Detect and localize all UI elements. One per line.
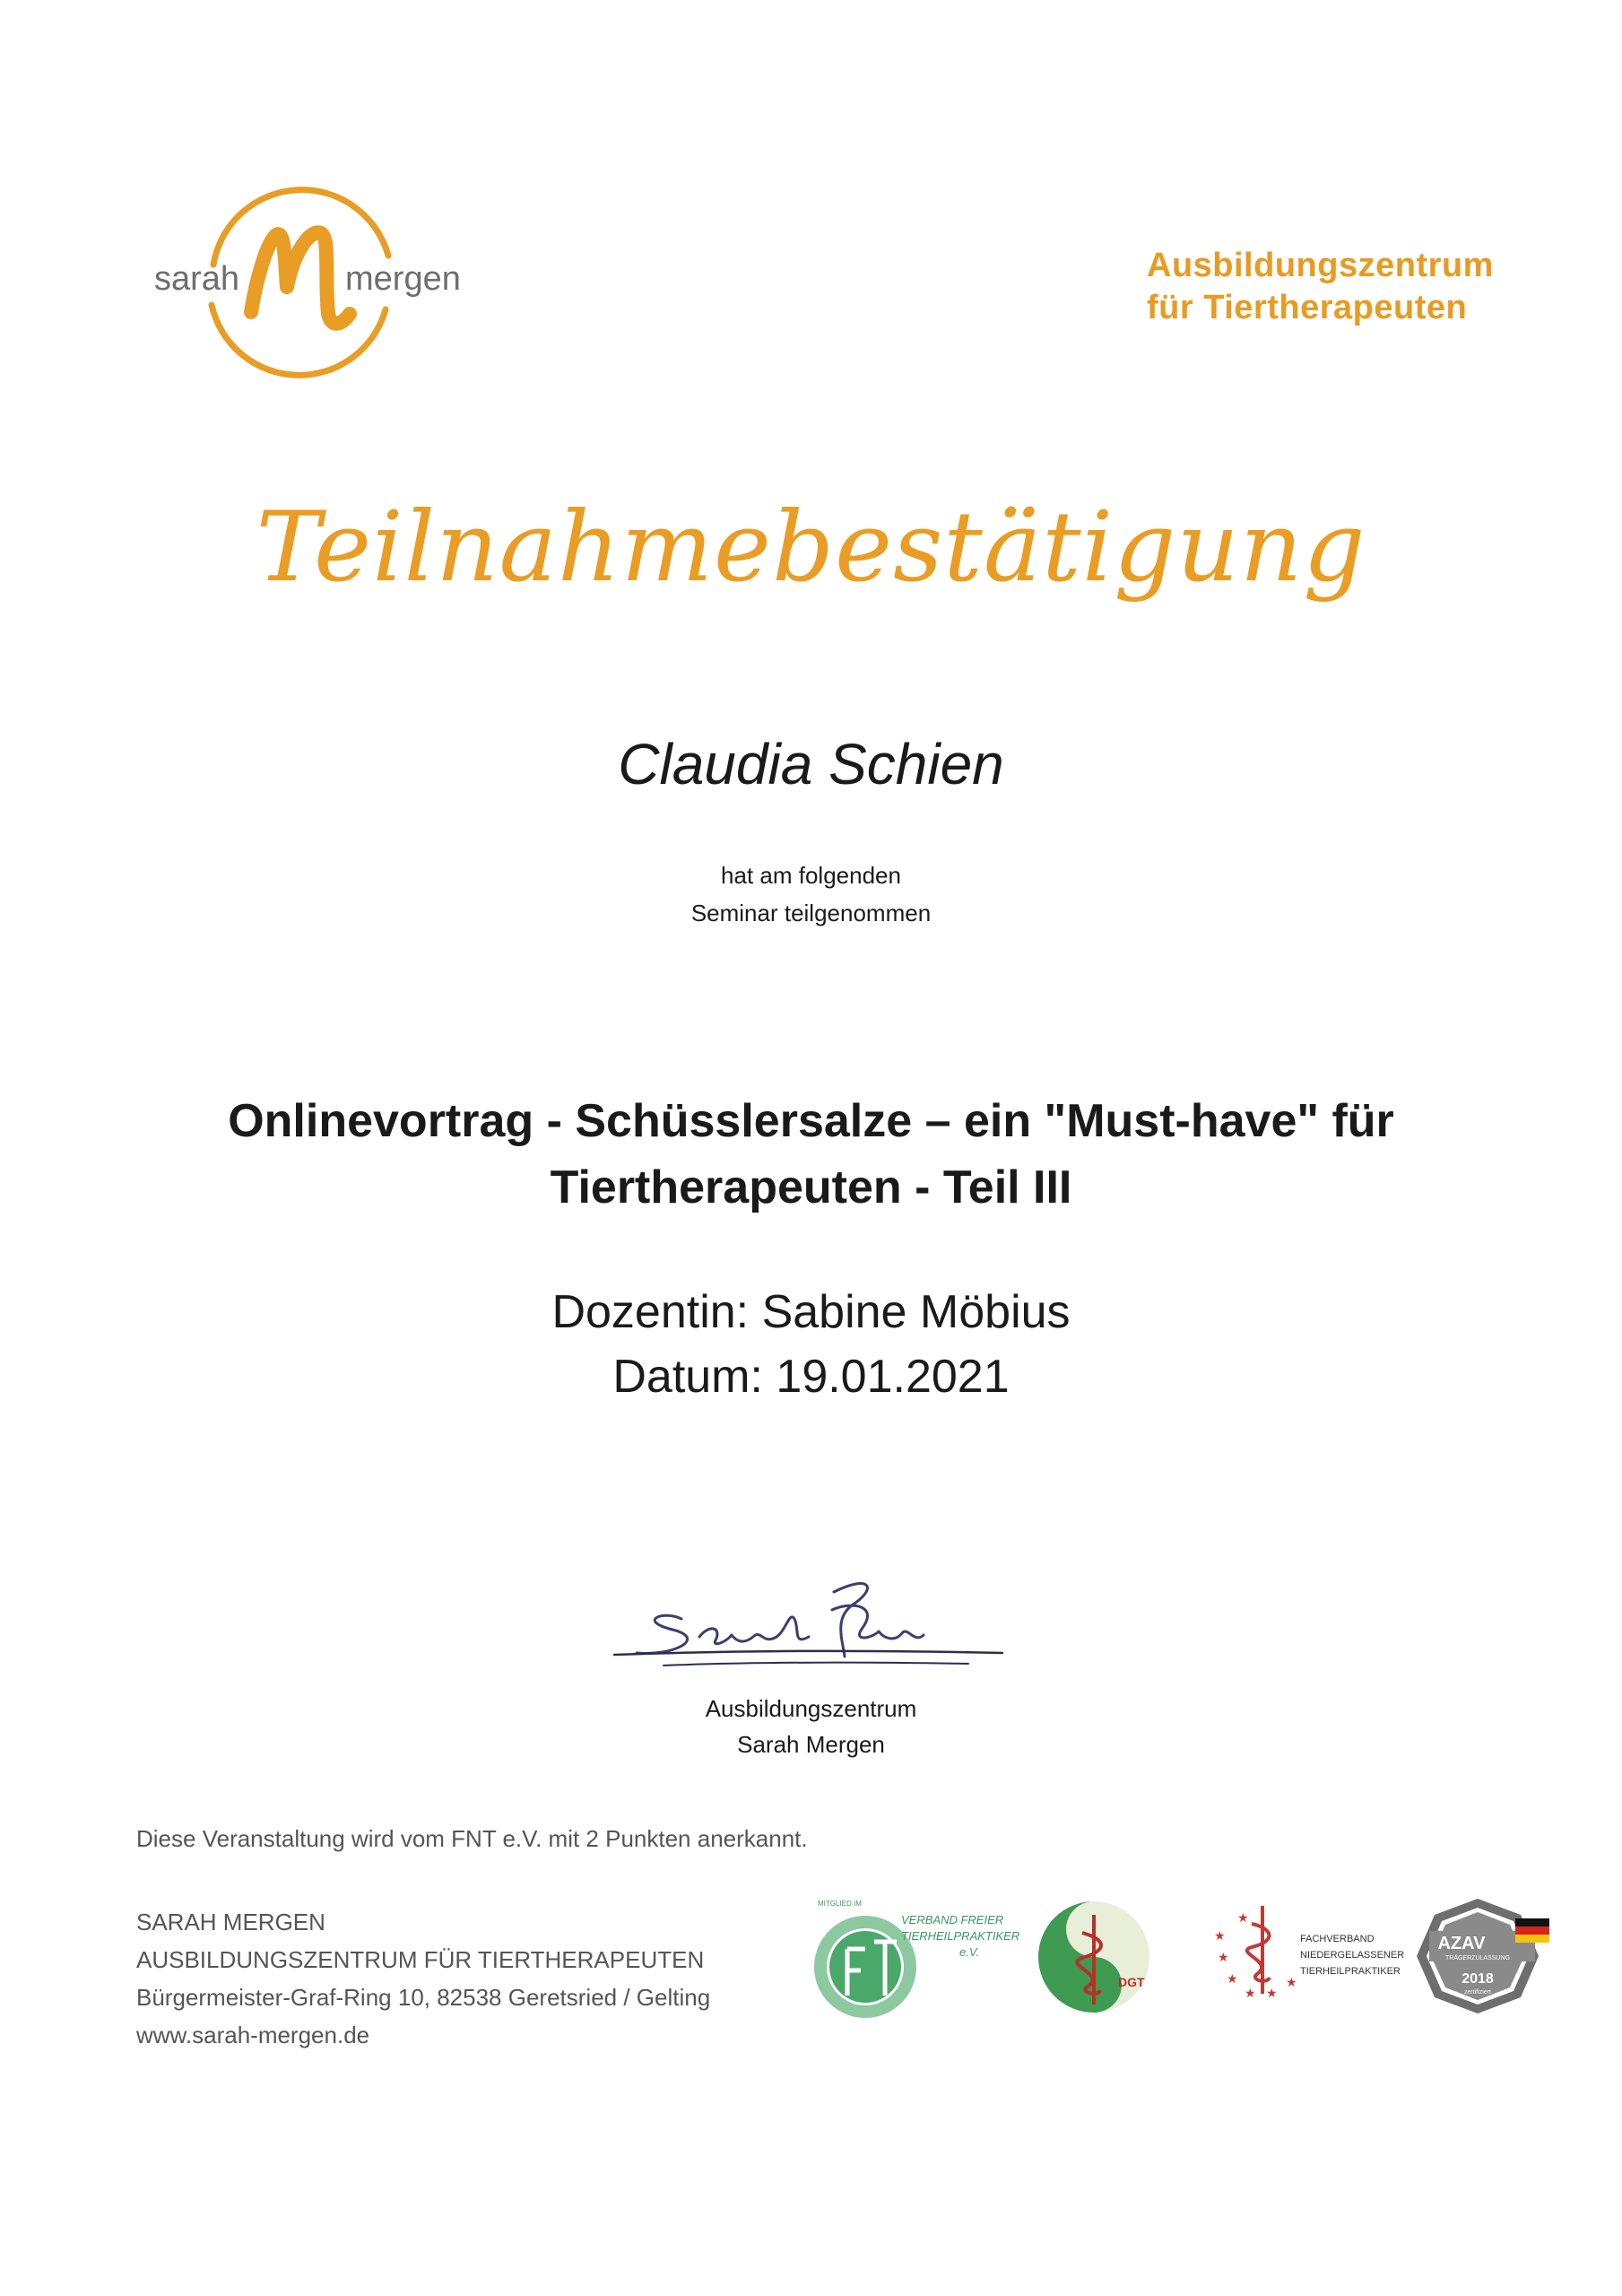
signer-line1: Ausbildungszentrum bbox=[705, 1695, 917, 1722]
address-line2: AUSBILDUNGSZENTRUM FÜR TIERTHERAPEUTEN bbox=[136, 1946, 705, 1973]
svg-text:★: ★ bbox=[1266, 1986, 1278, 2000]
address-block bbox=[136, 1903, 710, 2054]
org-header bbox=[1147, 245, 1523, 329]
org-header-line1: Ausbildungszentrum bbox=[1147, 247, 1494, 284]
dgt-label: DGT bbox=[1118, 1975, 1145, 1989]
svg-text:★: ★ bbox=[1218, 1950, 1229, 1964]
svg-text:★: ★ bbox=[1286, 1975, 1297, 1989]
fnt-badge bbox=[1210, 1897, 1405, 2009]
intro-text bbox=[0, 857, 1622, 932]
svg-text:★: ★ bbox=[1227, 1971, 1238, 1986]
seminar-title-line2: Tiertherapeuten - Teil III bbox=[550, 1161, 1072, 1213]
azav-badge bbox=[1415, 1897, 1551, 2015]
seminar-title bbox=[0, 1088, 1622, 1221]
org-header-line2: für Tiertherapeuten bbox=[1147, 289, 1468, 326]
dgt-badge bbox=[1036, 1897, 1157, 2018]
vft-line1: VERBAND FREIER bbox=[901, 1913, 1004, 1926]
vft-line3: e.V. bbox=[959, 1945, 980, 1959]
signer-line2: Sarah Mergen bbox=[737, 1731, 885, 1758]
logo-text-right: mergen bbox=[345, 260, 461, 298]
recognition-note: Diese Veranstaltung wird vom FNT e.V. mit 2 Punkten anerkannt. bbox=[136, 1825, 808, 1852]
logo-text-left: sarah bbox=[154, 260, 240, 298]
vft-membership-badge bbox=[816, 1897, 1020, 2018]
participant-name: Claudia Schien bbox=[618, 732, 1004, 796]
handwritten-signature bbox=[610, 1556, 1004, 1682]
intro-line2: Seminar teilgenommen bbox=[690, 900, 932, 926]
svg-text:★: ★ bbox=[1237, 1910, 1249, 1925]
azav-sub: TRÄGERZULASSUNG bbox=[1445, 1955, 1510, 1961]
certificate-title: Teilnahmebestätigung bbox=[256, 491, 1366, 604]
intro-line1: hat am folgenden bbox=[721, 862, 901, 889]
azav-label: AZAV bbox=[1437, 1934, 1486, 1953]
fnt-line3: TIERHEILPRAKTIKER bbox=[1300, 1966, 1401, 1977]
signer-block bbox=[0, 1691, 1622, 1762]
vft-top-text: MITGLIED IM bbox=[818, 1900, 862, 1908]
address-line3: Bürgermeister-Graf-Ring 10, 82538 Geretsried / Gelting bbox=[136, 1984, 711, 2011]
fnt-line1: FACHVERBAND bbox=[1300, 1934, 1375, 1944]
svg-text:★: ★ bbox=[1214, 1928, 1226, 1943]
svg-text:★: ★ bbox=[1245, 1986, 1256, 2000]
website: www.sarah-mergen.de bbox=[136, 2022, 370, 2048]
fnt-line2: NIEDERGELASSENER bbox=[1300, 1950, 1405, 1961]
lecturer: Dozentin: Sabine Möbius bbox=[551, 1286, 1071, 1338]
seminar-title-line1: Onlinevortrag - Schüsslersalze – ein "Must-have" für bbox=[228, 1095, 1394, 1147]
seminar-date: Datum: 19.01.2021 bbox=[612, 1351, 1010, 1403]
address-line1: SARAH MERGEN bbox=[136, 1909, 325, 1935]
azav-year: 2018 bbox=[1462, 1971, 1494, 1987]
seminar-details bbox=[0, 1280, 1622, 1409]
vft-line2: TIERHEILPRAKTIKER bbox=[901, 1929, 1020, 1943]
azav-cert: zertifiziert bbox=[1464, 1989, 1491, 1996]
